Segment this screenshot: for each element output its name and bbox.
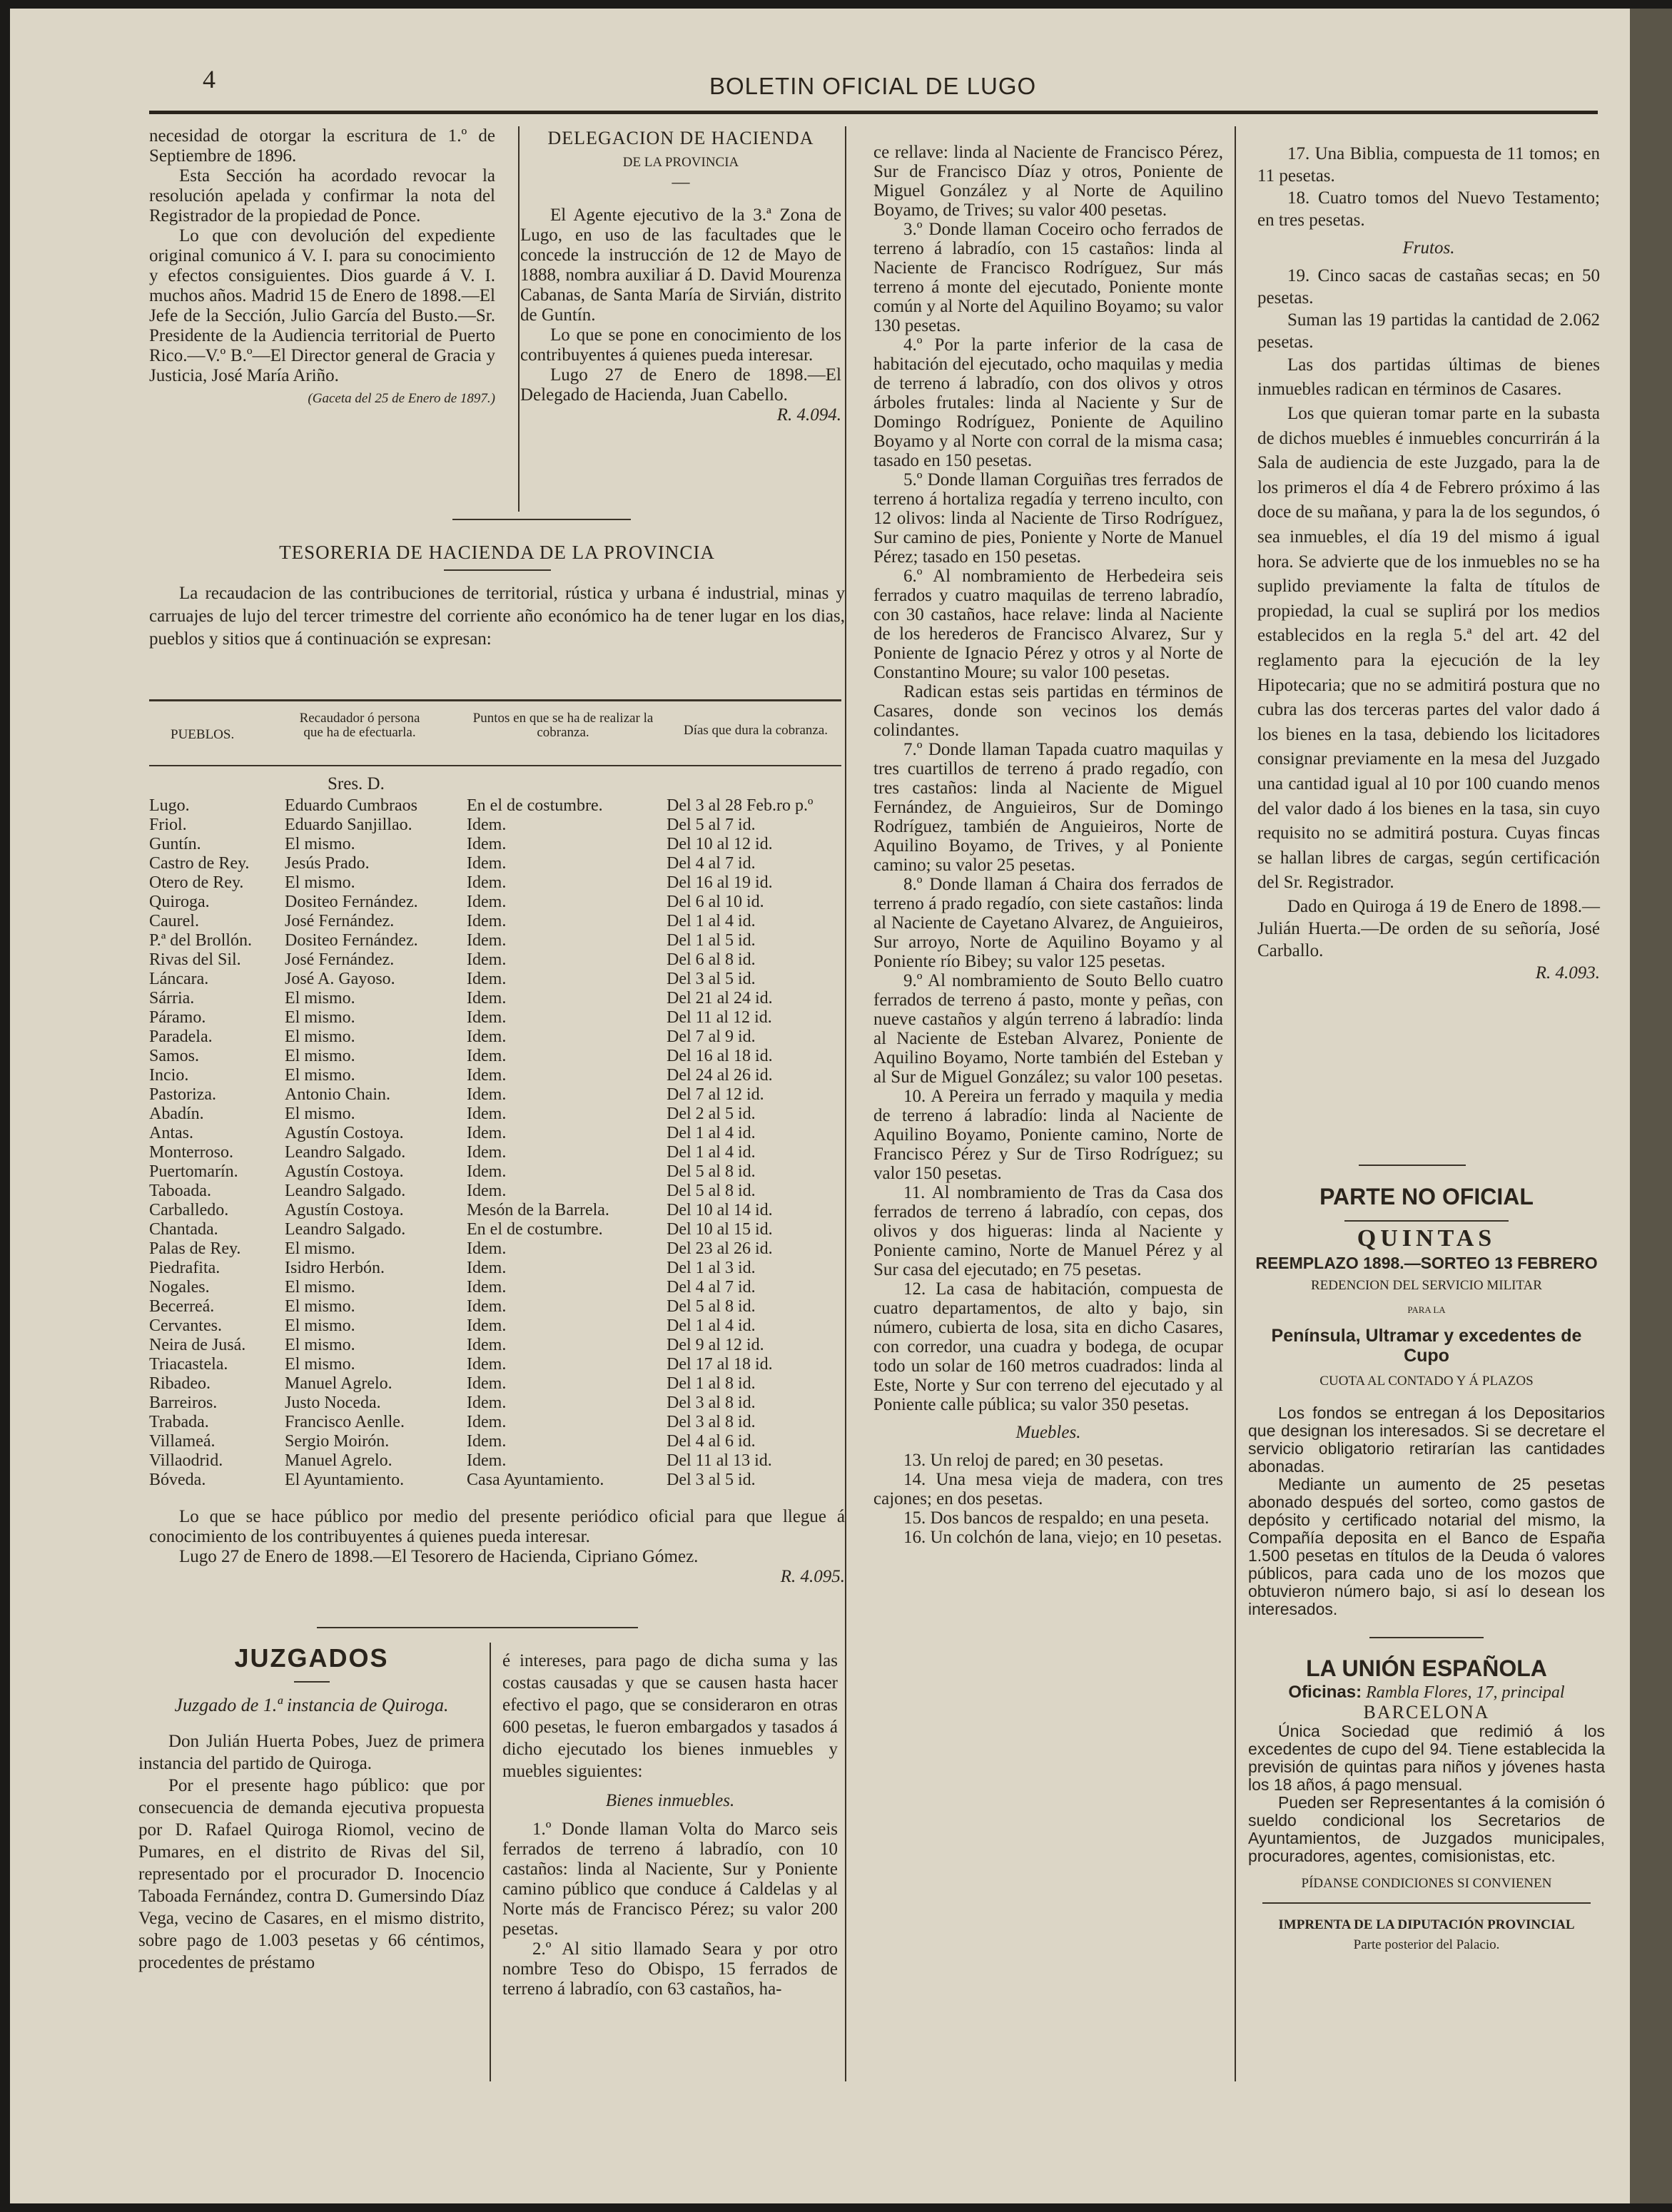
tesoreria-intro: La recaudacion de las contribuciones de territorial, rústica y urbana é industrial, minas y carruajes de lujo del tercer trimestre del corriente año económico ha de tener lugar en los dias, pueblos y sitios que á continuación se expresan: bbox=[149, 584, 845, 649]
cell-puntos: Idem. bbox=[467, 912, 507, 930]
cell-recaudador: El mismo. bbox=[285, 989, 355, 1008]
paragraph: 13. Un reloj de pared; en 30 pesetas. bbox=[903, 1451, 1164, 1470]
cell-pueblo: Monterroso. bbox=[149, 1143, 233, 1162]
cell-dias: Del 1 al 4 id. bbox=[667, 1316, 756, 1335]
cell-recaudador: El mismo. bbox=[285, 1028, 355, 1046]
cell-puntos: Idem. bbox=[467, 1239, 507, 1258]
cell-pueblo: Cervantes. bbox=[149, 1316, 222, 1335]
cell-recaudador: El mismo. bbox=[285, 873, 355, 892]
cell-puntos: Idem. bbox=[467, 1394, 507, 1412]
table-row bbox=[149, 1182, 841, 1201]
table-row bbox=[149, 1201, 841, 1220]
table-row bbox=[149, 1336, 841, 1355]
table-row bbox=[149, 1047, 841, 1066]
paragraph: 9.º Al nombramiento de Souto Bello cuatro ferrados de terreno á pasto, monte y peñas, con nueve castaños y algún terreno á labradío: linda al Naciente de Esteban Alvarez, Poniente de Aquilino Boyamo, Norte también del Esteban y al Sur de Miguel González; su valor 100 pesetas. bbox=[873, 971, 1223, 1087]
paragraph: necesidad de otorgar la escritura de 1.º de Septiembre de 1896. bbox=[149, 126, 495, 166]
cell-recaudador: Agustín Costoya. bbox=[285, 1201, 404, 1219]
cell-pueblo: Nogales. bbox=[149, 1278, 210, 1297]
cell-puntos: Idem. bbox=[467, 1105, 507, 1123]
cell-recaudador: Dositeo Fernández. bbox=[285, 893, 418, 911]
cell-pueblo: Becerreá. bbox=[149, 1297, 215, 1316]
table-row bbox=[149, 1316, 841, 1336]
cell-pueblo: Taboada. bbox=[149, 1182, 211, 1200]
paragraph: 17. Una Biblia, compuesta de 11 tomos; en 11 pesetas. bbox=[1257, 144, 1600, 186]
table-row bbox=[149, 854, 841, 873]
cell-dias: Del 1 al 3 id. bbox=[667, 1259, 756, 1277]
paragraph: 15. Dos bancos de respaldo; en una peseta. bbox=[903, 1508, 1210, 1528]
table-row bbox=[149, 1028, 841, 1047]
section-separator bbox=[1359, 1165, 1466, 1166]
table-row bbox=[149, 931, 841, 950]
cell-dias: Del 11 al 13 id. bbox=[667, 1451, 772, 1470]
table-row bbox=[149, 1105, 841, 1124]
cell-dias: Del 21 al 24 id. bbox=[667, 989, 773, 1008]
cell-puntos: Idem. bbox=[467, 1143, 507, 1162]
cell-pueblo: Incio. bbox=[149, 1066, 189, 1085]
cell-dias: Del 1 al 8 id. bbox=[667, 1374, 756, 1393]
paragraph: Lo que se pone en conocimiento de los contribuyentes á quienes pueda interesar. bbox=[520, 325, 841, 365]
cell-pueblo: Bóveda. bbox=[149, 1471, 206, 1489]
cell-pueblo: Pastoriza. bbox=[149, 1085, 216, 1104]
cell-pueblo: Láncara. bbox=[149, 970, 209, 988]
page-title: BOLETIN OFICIAL DE LUGO bbox=[709, 73, 1037, 99]
cell-pueblo: Rivas del Sil. bbox=[149, 950, 241, 969]
table-row bbox=[149, 1220, 841, 1239]
table-row bbox=[149, 816, 841, 835]
cell-dias: Del 5 al 8 id. bbox=[667, 1297, 756, 1316]
delegacion-section bbox=[520, 128, 841, 425]
cell-recaudador: El mismo. bbox=[285, 1047, 355, 1065]
cell-puntos: Idem. bbox=[467, 931, 507, 950]
section-separator bbox=[317, 1627, 638, 1628]
source-note: (Gaceta del 25 de Enero de 1897.) bbox=[308, 391, 495, 406]
section-subtitle: DE LA PROVINCIA bbox=[622, 155, 739, 170]
footer-rule bbox=[1262, 1902, 1591, 1904]
oficinas-address: Rambla Flores, 17, principal bbox=[1366, 1683, 1565, 1702]
table-row bbox=[149, 1066, 841, 1085]
cell-puntos: Idem. bbox=[467, 1028, 507, 1046]
cell-recaudador: José Fernández. bbox=[285, 912, 395, 930]
cell-puntos: En el de costumbre. bbox=[467, 796, 603, 815]
table-row bbox=[149, 1297, 841, 1316]
cell-pueblo: Guntín. bbox=[149, 835, 201, 853]
cell-puntos: Idem. bbox=[467, 893, 507, 911]
frutos-title: Frutos. bbox=[1402, 238, 1455, 258]
cell-dias: Del 23 al 26 id. bbox=[667, 1239, 773, 1258]
table-row bbox=[149, 796, 841, 816]
cell-pueblo: Otero de Rey. bbox=[149, 873, 244, 892]
paragraph: 19. Cinco sacas de castañas secas; en 50 pesetas. bbox=[1257, 266, 1600, 308]
recaudacion-table-body bbox=[149, 796, 841, 1490]
cell-puntos: Idem. bbox=[467, 1124, 507, 1142]
cell-recaudador: Francisco Aenlle. bbox=[285, 1413, 405, 1431]
cell-recaudador: El mismo. bbox=[285, 1336, 355, 1354]
table-row bbox=[149, 989, 841, 1008]
cell-dias: Del 10 al 12 id. bbox=[667, 835, 773, 853]
bienes-title: Bienes inmuebles. bbox=[605, 1791, 735, 1810]
column-divider bbox=[518, 126, 520, 512]
col3-text bbox=[873, 143, 1223, 1547]
cell-recaudador: Manuel Agrelo. bbox=[285, 1374, 392, 1393]
cell-puntos: Idem. bbox=[467, 1297, 507, 1316]
paragraph: Los fondos se entregan á los Depositarios que designan los interesados. Si se decretare el servicio obligatorio retirarían las cantidades abonadas. bbox=[1248, 1404, 1605, 1476]
cell-recaudador: El mismo. bbox=[285, 1105, 355, 1123]
table-row bbox=[149, 1413, 841, 1432]
table-row bbox=[149, 1471, 841, 1490]
cell-puntos: Idem. bbox=[467, 1355, 507, 1374]
cell-dias: Del 5 al 8 id. bbox=[667, 1182, 756, 1200]
parte-no-oficial bbox=[1248, 1179, 1605, 1955]
cell-recaudador: José Fernández. bbox=[285, 950, 395, 969]
table-row bbox=[149, 1239, 841, 1259]
cell-pueblo: Samos. bbox=[149, 1047, 200, 1065]
cell-recaudador: Dositeo Fernández. bbox=[285, 931, 418, 950]
cell-dias: Del 6 al 8 id. bbox=[667, 950, 756, 969]
cell-dias: Del 7 al 12 id. bbox=[667, 1085, 764, 1104]
juzgado-subtitle: Juzgado de 1.ª instancia de Quiroga. bbox=[174, 1695, 449, 1715]
dash: — bbox=[672, 173, 690, 192]
cell-dias: Del 17 al 18 id. bbox=[667, 1355, 773, 1374]
cell-recaudador: El mismo. bbox=[285, 1278, 355, 1297]
cell-pueblo: Abadín. bbox=[149, 1105, 204, 1123]
section-title: PARTE NO OFICIAL bbox=[1319, 1184, 1534, 1209]
table-header-recaudador: Recaudador ó persona que ha de efectuarla. bbox=[299, 711, 420, 740]
table-row bbox=[149, 835, 841, 854]
reference-number: R. 4.093. bbox=[1535, 963, 1600, 983]
table-row bbox=[149, 1124, 841, 1143]
cell-recaudador: Agustín Costoya. bbox=[285, 1124, 404, 1142]
table-row bbox=[149, 950, 841, 970]
cell-puntos: Idem. bbox=[467, 1259, 507, 1277]
cell-puntos: Idem. bbox=[467, 1451, 507, 1470]
table-row bbox=[149, 1374, 841, 1394]
cell-puntos: Idem. bbox=[467, 1085, 507, 1104]
paragraph: 14. Una mesa vieja de madera, con tres cajones; en dos pesetas. bbox=[873, 1470, 1223, 1508]
cell-recaudador: Leandro Salgado. bbox=[285, 1182, 406, 1200]
section-separator bbox=[1369, 1637, 1484, 1638]
cell-puntos: Idem. bbox=[467, 1047, 507, 1065]
table-row bbox=[149, 1451, 841, 1471]
cell-dias: Del 6 al 10 id. bbox=[667, 893, 764, 911]
paragraph: Las dos partidas últimas de bienes inmuebles radican en términos de Casares. bbox=[1257, 355, 1600, 399]
cell-pueblo: Barreiros. bbox=[149, 1394, 218, 1412]
peninsula-line: Península, Ultramar y excedentes de Cupo bbox=[1271, 1326, 1582, 1366]
paragraph: El Agente ejecutivo de la 3.ª Zona de Lugo, en uso de las facultades que le concede la instrucción de 12 de Mayo de 1888, nombra auxiliar á D. David Mourenza Cabanas, de Santa María de Sirvián, distrito de Guntín. bbox=[520, 206, 841, 325]
section-title: JUZGADOS bbox=[234, 1643, 389, 1673]
cell-dias: Del 1 al 5 id. bbox=[667, 931, 756, 950]
title-rule bbox=[1344, 1220, 1509, 1222]
imprenta-line-2: Parte posterior del Palacio. bbox=[1353, 1937, 1500, 1952]
cell-puntos: Idem. bbox=[467, 816, 507, 834]
cell-pueblo: Villameá. bbox=[149, 1432, 216, 1451]
cell-dias: Del 24 al 26 id. bbox=[667, 1066, 773, 1085]
paragraph: 10. A Pereira un ferrado y maquila y media de terreno á labradío: linda al Naciente de Aquilino Boyamo, Poniente camino, Norte de Francisco Pérez y Sur de Tirso Rodríguez; su valor 150 pesetas. bbox=[873, 1087, 1223, 1183]
cell-dias: Del 1 al 4 id. bbox=[667, 1143, 756, 1162]
cell-recaudador: Leandro Salgado. bbox=[285, 1143, 406, 1162]
cell-puntos: Idem. bbox=[467, 950, 507, 969]
table-header-puntos: Puntos en que se ha de realizar la cobranza. bbox=[472, 711, 654, 740]
cell-dias: Del 7 al 9 id. bbox=[667, 1028, 756, 1046]
cell-pueblo: Castro de Rey. bbox=[149, 854, 250, 873]
reference-number: R. 4.095. bbox=[780, 1567, 845, 1586]
table-row bbox=[149, 1085, 841, 1105]
cuota-line: CUOTA AL CONTADO Y Á PLAZOS bbox=[1319, 1374, 1534, 1389]
cell-recaudador: El mismo. bbox=[285, 1008, 355, 1027]
table-row bbox=[149, 912, 841, 931]
cell-recaudador: Jesús Prado. bbox=[285, 854, 370, 873]
cell-dias: Del 9 al 12 id. bbox=[667, 1336, 764, 1354]
paragraph: 2.º Al sitio llamado Seara y por otro nombre Teso do Obispo, 15 ferrados de terreno á labradío, con 63 castaños, ha- bbox=[502, 1939, 838, 1999]
cell-recaudador: El mismo. bbox=[285, 1066, 355, 1085]
cell-dias: Del 16 al 19 id. bbox=[667, 873, 773, 892]
recaudacion-table bbox=[149, 796, 841, 1490]
paragraph: ce rellave: linda al Naciente de Francisco Pérez, Sur de Francisco Díaz y otros, Poniente de Miguel González y al Norte de Aquilino Boyamo, de Trives; su valor 400 pesetas. bbox=[873, 143, 1223, 220]
cell-puntos: Idem. bbox=[467, 1432, 507, 1451]
cell-pueblo: Piedrafita. bbox=[149, 1259, 221, 1277]
cell-puntos: Idem. bbox=[467, 1278, 507, 1297]
cell-puntos: Idem. bbox=[467, 970, 507, 988]
paragraph: 16. Un colchón de lana, viejo; en 10 pesetas. bbox=[903, 1528, 1222, 1547]
cell-dias: Del 10 al 14 id. bbox=[667, 1201, 773, 1219]
cell-recaudador: José A. Gayoso. bbox=[285, 970, 395, 988]
oficinas-line bbox=[1248, 1683, 1605, 1703]
header-rule bbox=[149, 111, 1598, 114]
juzgados-col-a bbox=[138, 1643, 485, 1974]
cell-pueblo: Lugo. bbox=[149, 796, 190, 815]
cell-puntos: Idem. bbox=[467, 1066, 507, 1085]
imprenta-line: IMPRENTA DE LA DIPUTACIÓN PROVINCIAL bbox=[1278, 1917, 1575, 1932]
table-row bbox=[149, 1355, 841, 1374]
cell-dias: Del 3 al 5 id. bbox=[667, 970, 756, 988]
paragraph: Dado en Quiroga á 19 de Enero de 1898.—Julián Huerta.—De orden de su señoría, José Carballo. bbox=[1257, 896, 1600, 960]
paragraph: Suman las 19 partidas la cantidad de 2.062 pesetas. bbox=[1257, 310, 1600, 352]
cell-recaudador: Antonio Chain. bbox=[285, 1085, 390, 1104]
redencion-line: REDENCION DEL SERVICIO MILITAR bbox=[1311, 1278, 1542, 1293]
cell-pueblo: Caurel. bbox=[149, 912, 199, 930]
cell-recaudador: Justo Noceda. bbox=[285, 1394, 381, 1412]
paragraph: Lugo 27 de Enero de 1898.—El Delegado de Hacienda, Juan Cabello. bbox=[520, 365, 841, 405]
section-title: TESORERIA DE HACIENDA DE LA PROVINCIA bbox=[279, 542, 715, 563]
cell-pueblo: Neira de Jusá. bbox=[149, 1336, 246, 1354]
cell-dias: Del 1 al 4 id. bbox=[667, 912, 756, 930]
table-row bbox=[149, 1259, 841, 1278]
paragraph: Única Sociedad que redimió á los excedentes de cupo del 94. Tiene establecida la previsión de quintas para niños y jóvenes hasta los 18 años, á pago mensual. bbox=[1248, 1722, 1605, 1794]
newspaper-page bbox=[10, 9, 1630, 2203]
paragraph: 18. Cuatro tomos del Nuevo Testamento; en tres pesetas. bbox=[1257, 188, 1600, 230]
table-sres: Sres. D. bbox=[328, 774, 385, 793]
table-row bbox=[149, 1432, 841, 1451]
cell-dias: Del 11 al 12 id. bbox=[667, 1008, 772, 1027]
oficinas-label: Oficinas: bbox=[1288, 1683, 1362, 1702]
paragraph: Lugo 27 de Enero de 1898.—El Tesorero de Hacienda, Cipriano Gómez. bbox=[179, 1547, 699, 1566]
table-header-pueblos: PUEBLOS. bbox=[171, 727, 235, 742]
reference-number: R. 4.094. bbox=[776, 405, 841, 425]
cell-puntos: Idem. bbox=[467, 1374, 507, 1393]
column-divider bbox=[1235, 126, 1236, 2081]
cell-pueblo: P.ª del Brollón. bbox=[149, 931, 252, 950]
section-separator bbox=[452, 519, 631, 520]
cell-pueblo: Ribadeo. bbox=[149, 1374, 211, 1393]
paragraph: Esta Sección ha acordado revocar la resolución apelada y confirmar la nota del Registrador de la propiedad de Ponce. bbox=[149, 166, 495, 225]
cell-pueblo: Friol. bbox=[149, 816, 187, 834]
cell-dias: Del 5 al 7 id. bbox=[667, 816, 756, 834]
paragraph: 5.º Donde llaman Corguiñas tres ferrados de terreno á hortaliza regadía y terreno inculto, con 12 olivos: linda al Naciente de Tirso Rodríguez, Sur camino de pies, Poniente y Norte de Manuel Pérez; tasado en 150 pesetas. bbox=[873, 470, 1223, 567]
cell-pueblo: Trabada. bbox=[149, 1413, 209, 1431]
table-row bbox=[149, 970, 841, 989]
col4-text bbox=[1257, 143, 1600, 984]
cell-puntos: Idem. bbox=[467, 873, 507, 892]
cell-recaudador: El mismo. bbox=[285, 1316, 355, 1335]
cell-dias: Del 4 al 7 id. bbox=[667, 1278, 756, 1297]
cell-recaudador: Eduardo Cumbraos bbox=[285, 796, 417, 815]
quintas-title: QUINTAS bbox=[1357, 1225, 1496, 1252]
cell-puntos: Idem. bbox=[467, 1008, 507, 1027]
cell-dias: Del 4 al 6 id. bbox=[667, 1432, 756, 1451]
paragraph: Lo que se hace público por medio del presente periódico oficial para que llegue á conocimiento de los contribuyentes á quienes pueda interesar. bbox=[149, 1507, 845, 1546]
paragraph: 6.º Al nombramiento de Herbedeira seis ferrados y cuatro maquilas de terreno labradío, con 30 castaños, hace relave: linda al Naciente de los herederos de Francisco Alvarez, Sur y Poniente de Ignacio Pérez y otros y al Norte de Constantino Moure; su valor 100 pesetas. bbox=[873, 567, 1223, 682]
cell-puntos: Casa Ayuntamiento. bbox=[467, 1471, 604, 1489]
muebles-title: Muebles. bbox=[1015, 1423, 1081, 1442]
para-line: PARA LA bbox=[1407, 1304, 1446, 1315]
cell-dias: Del 3 al 8 id. bbox=[667, 1413, 756, 1431]
paragraph: 12. La casa de habitación, compuesta de cuatro departamentos, de alto y bajo, sin número, cubierta de losa, sita en dicho Casares, con corredor, una cuadra y bodega, de ocupar todo un solar de 160 metros cuadrados: linda al Este, Norte y Sur con terreno del ejecutado y al Poniente calle pública; su valor 350 pesetas. bbox=[873, 1279, 1223, 1414]
table-row bbox=[149, 1162, 841, 1182]
paragraph: Don Julián Huerta Pobes, Juez de primera instancia del partido de Quiroga. bbox=[138, 1732, 485, 1773]
cell-recaudador: Leandro Salgado. bbox=[285, 1220, 406, 1239]
cell-pueblo: Paradela. bbox=[149, 1028, 213, 1046]
col1-text bbox=[149, 126, 495, 409]
paragraph: Radican estas seis partidas en términos de Casares, donde son vecinos los demás colindantes. bbox=[873, 682, 1223, 740]
table-row bbox=[149, 1008, 841, 1028]
paragraph: Pueden ser Representantes á la comisión ó sueldo condicional los Secretarios de Ayuntamientos, de Juzgados municipales, procuradores, agentes, comisionistas, etc. bbox=[1248, 1793, 1605, 1865]
paragraph: 3.º Donde llaman Coceiro ocho ferrados de terreno á labradío, con 15 castaños: linda al Naciente de Francisco Rodríguez, Sur más terreno á monte del ejecutado, Poniente monte común y al Norte del Aquilino Boyamo; su valor 130 pesetas. bbox=[873, 220, 1223, 335]
paragraph: 4.º Por la parte inferior de la casa de habitación del ejecutado, ocho maquilas y media de terreno á labradío, con dos olivos y otros árboles frutales: linda al Naciente y Sur de Domingo Rodríguez, Poniente de Aquilino Boyamo y al Norte con corral de la misma casa; tasado en 150 pesetas. bbox=[873, 335, 1223, 470]
cell-dias: Del 2 al 5 id. bbox=[667, 1105, 756, 1123]
title-rule bbox=[294, 1681, 330, 1683]
cell-dias: Del 3 al 28 Feb.ro p.º bbox=[667, 796, 814, 815]
cell-pueblo: Villaodrid. bbox=[149, 1451, 223, 1470]
cell-dias: Del 1 al 4 id. bbox=[667, 1124, 756, 1142]
page-number: 4 bbox=[203, 65, 216, 93]
table-header-dias: Días que dura la cobranza. bbox=[683, 723, 829, 738]
column-divider bbox=[490, 1643, 491, 2081]
tesoreria-outro bbox=[149, 1507, 845, 1587]
cell-puntos: Idem. bbox=[467, 1413, 507, 1431]
pidanse-line: PÍDANSE CONDICIONES SI CONVIENEN bbox=[1301, 1876, 1552, 1891]
cell-recaudador: Eduardo Sanjillao. bbox=[285, 816, 412, 834]
paragraph: é intereses, para pago de dicha suma y las costas causadas y que se causen hasta hacer efectivo el pago, que se consideraron en otras 600 pesetas, le fueron embargados y tasados á dicho ejecutado los bienes inmuebles y muebles siguientes: bbox=[502, 1651, 838, 1781]
tesoreria-section bbox=[149, 542, 845, 651]
cell-puntos: Idem. bbox=[467, 1316, 507, 1335]
paragraph: Por el presente hago público: que por consecuencia de demanda ejecutiva propuesta por D. Rafael Quiroga Riomol, vecino de Pumares, en el distrito de Rivas del Sil, representado por el procurador D. Inocencio Taboada Fernández, contra D. Gumersindo Díaz Vega, vecino de Casares, en el mismo distrito, sobre pago de 1.003 pesetas y 66 céntimos, procedentes de préstamo bbox=[138, 1776, 485, 1972]
table-rule-bottom bbox=[149, 765, 841, 766]
column-divider bbox=[845, 126, 846, 2081]
page-edge-strip bbox=[1630, 9, 1672, 2203]
cell-puntos: Idem. bbox=[467, 989, 507, 1008]
reemplazo-line: REEMPLAZO 1898.—SORTEO 13 FEBRERO bbox=[1255, 1254, 1598, 1272]
table-row bbox=[149, 893, 841, 912]
table-row bbox=[149, 1143, 841, 1162]
cell-pueblo: Carballedo. bbox=[149, 1201, 229, 1219]
cell-puntos: En el de costumbre. bbox=[467, 1220, 603, 1239]
cell-recaudador: El mismo. bbox=[285, 1297, 355, 1316]
paragraph: 1.º Donde llaman Volta do Marco seis ferrados de terreno á labradío, con 10 castaños: linda al Naciente, Sur y Poniente camino público que conduce á Caldelas y al Norte más de Francisco Pérez; su valor 200 pesetas. bbox=[502, 1820, 838, 1939]
cell-recaudador: Manuel Agrelo. bbox=[285, 1451, 392, 1470]
paragraph: Los que quieran tomar parte en la subasta de dichos muebles é inmuebles concurrirán á la Sala de audiencia de este Juzgado, para la de los primeros el día 4 de Febrero próximo á las doce de su mañana, y para la de los segundos, ó sea inmuebles, el día 19 del mismo á igual hora. Se advierte que de los inmuebles no se ha suplido previamente la falta de títulos de propiedad, la cual se suplirá por los medios establecidos en la regla 5.ª del art. 42 del reglamento para la ejecución de la ley Hipotecaria; que no se admitirá postura que no cubra las dos terceras partes del valor dado á los bienes en la tasa, debiendo los licitadores consignar previamente en la mesa del Juzgado una cantidad igual al 10 por 100 cuando menos del valor dado á los bienes en la tasa, sin cuyo requisito no se admitirá postura. Cuyas fincas se hallan libres de cargas, según certificación del Sr. Registrador. bbox=[1257, 404, 1600, 893]
cell-dias: Del 4 al 7 id. bbox=[667, 854, 756, 873]
cell-pueblo: Triacastela. bbox=[149, 1355, 228, 1374]
cell-recaudador: El Ayuntamiento. bbox=[285, 1471, 405, 1489]
table-rule-top bbox=[149, 699, 841, 701]
cell-puntos: Mesón de la Barrela. bbox=[467, 1201, 609, 1219]
cell-puntos: Idem. bbox=[467, 1182, 507, 1200]
cell-recaudador: Sergio Moirón. bbox=[285, 1432, 390, 1451]
cell-pueblo: Puertomarín. bbox=[149, 1162, 238, 1181]
cell-dias: Del 5 al 8 id. bbox=[667, 1162, 756, 1181]
cell-puntos: Idem. bbox=[467, 1336, 507, 1354]
cell-pueblo: Páramo. bbox=[149, 1008, 206, 1027]
cell-pueblo: Sárria. bbox=[149, 989, 195, 1008]
cell-pueblo: Palas de Rey. bbox=[149, 1239, 241, 1258]
paragraph: 8.º Donde llaman á Chaira dos ferrados de terreno á prado regadío, con siete castaños: linda al Naciente de Cayetano Alvarez, de Anguieiros, Sur arroyo, Norte de Aquilino Boyamo y al Poniente río Bibey; su valor 125 pesetas. bbox=[873, 875, 1223, 971]
paragraph: 11. Al nombramiento de Tras da Casa dos ferrados de terreno á labradío, con cepas, dos olivos y dos higueras: linda al Naciente y Poniente camino, Norte de Manuel Pérez y al Sur casa del ejecutado; en 75 pesetas. bbox=[873, 1183, 1223, 1279]
cell-puntos: Idem. bbox=[467, 835, 507, 853]
table-row bbox=[149, 873, 841, 893]
paragraph: Mediante un aumento de 25 pesetas abonado después del sorteo, como gastos de depósito y certificado notarial del mismo, la Compañía deposita en el Banco de España 1.500 pesetas en títulos de la Deuda ó valores públicos, para cada uno de los mozos que obtuvieron número bajo, si así lo desean los interesados. bbox=[1248, 1475, 1605, 1618]
cell-recaudador: El mismo. bbox=[285, 1355, 355, 1374]
table-row bbox=[149, 1278, 841, 1297]
cell-dias: Del 16 al 18 id. bbox=[667, 1047, 773, 1065]
cell-pueblo: Antas. bbox=[149, 1124, 193, 1142]
cell-dias: Del 3 al 5 id. bbox=[667, 1471, 756, 1489]
cell-pueblo: Chantada. bbox=[149, 1220, 218, 1239]
juzgados-col-b bbox=[502, 1650, 838, 1999]
cell-recaudador: Agustín Costoya. bbox=[285, 1162, 404, 1181]
title-rule bbox=[444, 569, 551, 571]
union-title: LA UNIÓN ESPAÑOLA bbox=[1306, 1655, 1547, 1681]
cell-pueblo: Quiroga. bbox=[149, 893, 210, 911]
paragraph: Lo que con devolución del expediente original comunico á V. I. para su conocimiento y efectos consiguientes. Dios guarde á V. I. muchos años. Madrid 15 de Enero de 1898.—El Jefe de la Sección, Julio García del Busto.—Sr. Presidente de la Audiencia territorial de Puerto Rico.—V.º B.º—El Director general de Gracia y Justicia, José María Ariño. bbox=[149, 226, 495, 385]
cell-dias: Del 3 al 8 id. bbox=[667, 1394, 756, 1412]
cell-recaudador: El mismo. bbox=[285, 1239, 355, 1258]
cell-puntos: Idem. bbox=[467, 1162, 507, 1181]
paragraph: 7.º Donde llaman Tapada cuatro maquilas y tres cuartillos de terreno á prado regadío, con tres castaños: linda al Naciente de Miguel Fernández, de Anguieiros, Sur de Domingo Rodríguez, también de Anguieiros, Norte de Aquilino Boyamo, de Trives, y al Poniente camino; su valor 25 pesetas. bbox=[873, 740, 1223, 875]
ciudad: BARCELONA bbox=[1363, 1702, 1490, 1723]
table-row bbox=[149, 1394, 841, 1413]
page-header bbox=[10, 9, 1630, 116]
cell-puntos: Idem. bbox=[467, 854, 507, 873]
section-title: DELEGACION DE HACIENDA bbox=[547, 128, 814, 148]
cell-dias: Del 10 al 15 id. bbox=[667, 1220, 773, 1239]
cell-recaudador: El mismo. bbox=[285, 835, 355, 853]
cell-recaudador: Isidro Herbón. bbox=[285, 1259, 385, 1277]
